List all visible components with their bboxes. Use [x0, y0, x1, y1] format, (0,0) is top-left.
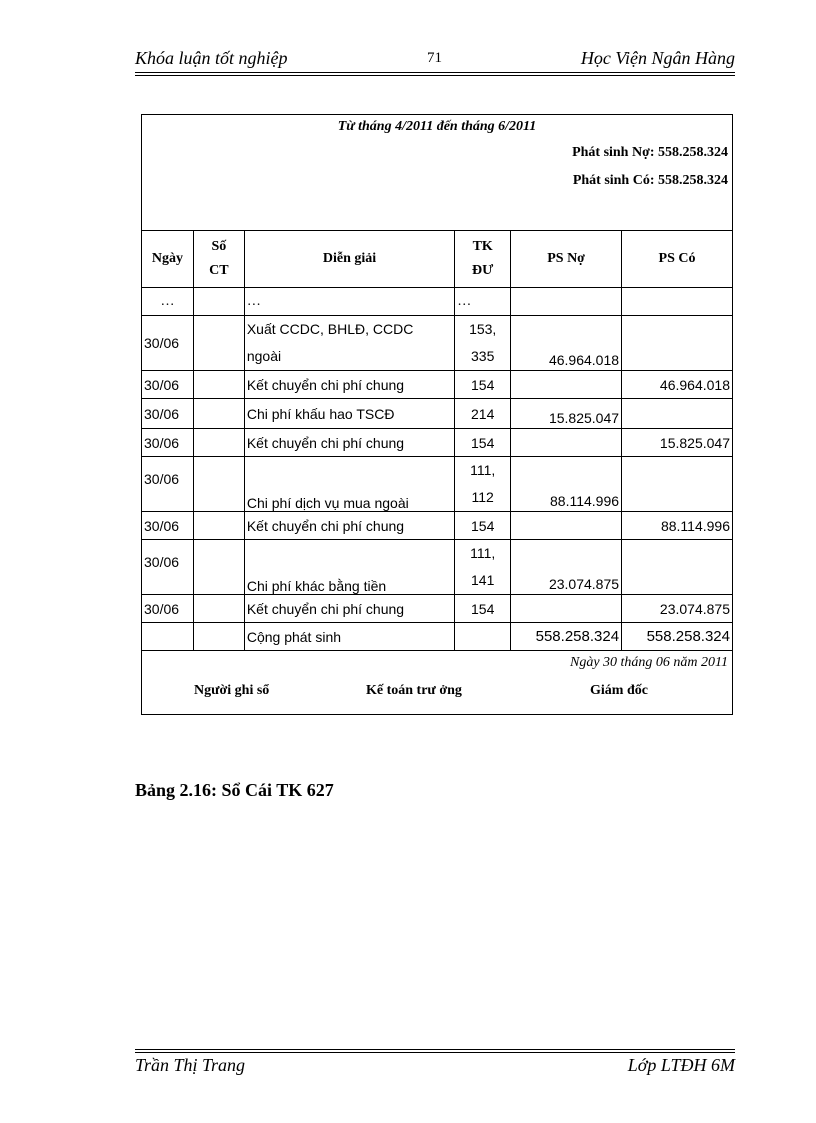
- header-left: Khóa luận tốt nghiệp: [135, 48, 288, 68]
- col-ngay: Ngày: [142, 231, 194, 288]
- ledger-table: [141, 230, 733, 651]
- col-ps-no: PS Nợ: [511, 231, 622, 288]
- ledger-box: [141, 114, 733, 715]
- col-tk-du: TK ĐƯ: [455, 231, 511, 288]
- table-row: 30/06 Kết chuyển chi phí chung 154 23.074.875: [142, 595, 733, 623]
- date-line: Ngày 30 tháng 06 năm 2011: [569, 655, 728, 670]
- ps-co-total: Phát sinh Có: 558.258.324: [572, 173, 728, 188]
- col-so-ct: Số CT: [193, 231, 244, 288]
- table-row: 30/06 Xuất CCDC, BHLĐ, CCDC ngoài 153, 335 46.964.018: [142, 316, 733, 371]
- header-rule: [135, 72, 735, 76]
- page-number: 71: [427, 50, 442, 66]
- footer-right: Lớp LTĐH 6M: [627, 1055, 735, 1075]
- table-row: 30/06 Chi phí khấu hao TSCĐ 214 15.825.047: [142, 399, 733, 429]
- col-ps-co: PS Có: [622, 231, 733, 288]
- table-row: 30/06 Chi phí khác bằng tiền 111, 141 23.074.875: [142, 540, 733, 595]
- ps-no-total: Phát sinh Nợ: 558.258.324: [572, 145, 728, 160]
- page-footer: [135, 1055, 735, 1079]
- total-row: Cộng phát sinh 558.258.324 558.258.324: [142, 623, 733, 651]
- ledger-period: Từ tháng 4/2011 đến tháng 6/2011: [337, 119, 537, 134]
- table-row: 30/06 Kết chuyển chi phí chung 154 46.964.018: [142, 371, 733, 399]
- table-row: 30/06 Kết chuyển chi phí chung 154 88.114.996: [142, 512, 733, 540]
- table-caption: Bảng 2.16: Sổ Cái TK 627: [135, 780, 334, 800]
- footer-rule: [135, 1049, 735, 1053]
- table-row: 30/06 Kết chuyển chi phí chung 154 15.825.047: [142, 429, 733, 457]
- header-right: Học Viện Ngân Hàng: [580, 48, 735, 68]
- col-dien-giai: Diễn giải: [244, 231, 454, 288]
- table-row: 30/06 Chi phí dịch vụ mua ngoài 111, 112 88.114.996: [142, 457, 733, 512]
- signature-director: Giám đốc: [590, 683, 648, 698]
- signature-recorder: Người ghi sổ: [194, 683, 270, 698]
- page-header: [135, 48, 735, 72]
- footer-left: Trần Thị Trang: [135, 1055, 246, 1075]
- signature-chief-accountant: Kế toán trư ởng: [366, 683, 462, 698]
- table-header-row: [142, 231, 733, 288]
- table-row: … … …: [142, 288, 733, 316]
